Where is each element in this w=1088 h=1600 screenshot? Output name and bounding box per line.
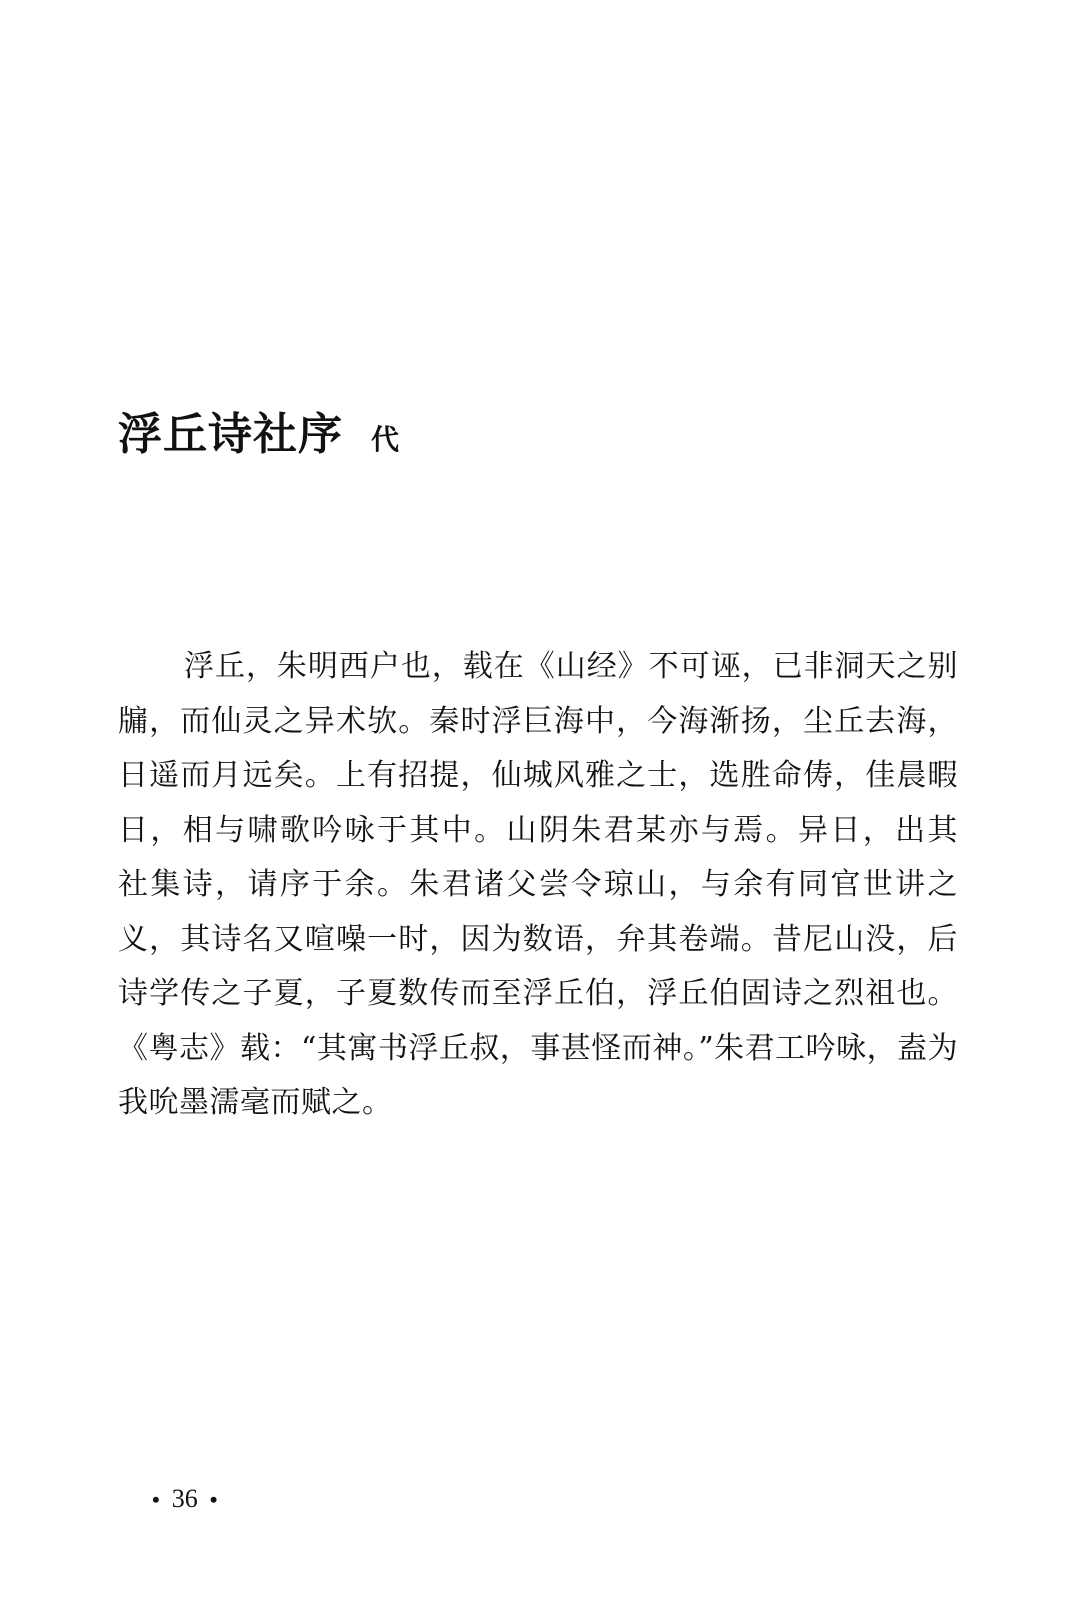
body-line-5: 社集诗，请序于余。朱君诸父尝令琼山，与余有同官世讲之 — [118, 867, 958, 902]
essay-title-main: 浮丘诗社序 — [118, 409, 343, 460]
page-number — [140, 1484, 229, 1514]
essay-body — [118, 640, 958, 1131]
essay-title-annotation: 代 — [371, 423, 400, 456]
body-line-3: 日遥而月远矣。上有招提，仙城风雅之士，选胜命俦，佳晨暇 — [118, 758, 958, 793]
page-number-bullet-right: • — [209, 1487, 218, 1512]
page-number-bullet-left: • — [152, 1487, 160, 1512]
body-line-6: 义，其诗名又喧噪一时，因为数语，弁其卷端。昔尼山没，后 — [118, 921, 958, 957]
body-line-7: 诗学传之子夏，子夏数传而至浮丘伯，浮丘伯固诗之烈祖也。 — [118, 976, 958, 1011]
body-line-2: 牖，而仙灵之异术欤。秦时浮巨海中，今海渐扬，尘丘去海， — [118, 703, 958, 739]
page-number-value: 36 — [171, 1484, 198, 1513]
body-line-4: 日，相与啸歌吟咏于其中。山阴朱君某亦与焉。异日，出其 — [118, 812, 958, 848]
body-line-9: 我吮墨濡毫而赋之。 — [118, 1085, 393, 1120]
body-line-1: 浮丘，朱明西户也，载在《山经》不可诬，已非洞天之别 — [184, 649, 958, 684]
essay-title — [118, 398, 399, 462]
body-line-8: 《粤志》载：“其寓书浮丘叔，事甚怪而神。”朱君工吟咏，盍为 — [118, 1030, 959, 1066]
